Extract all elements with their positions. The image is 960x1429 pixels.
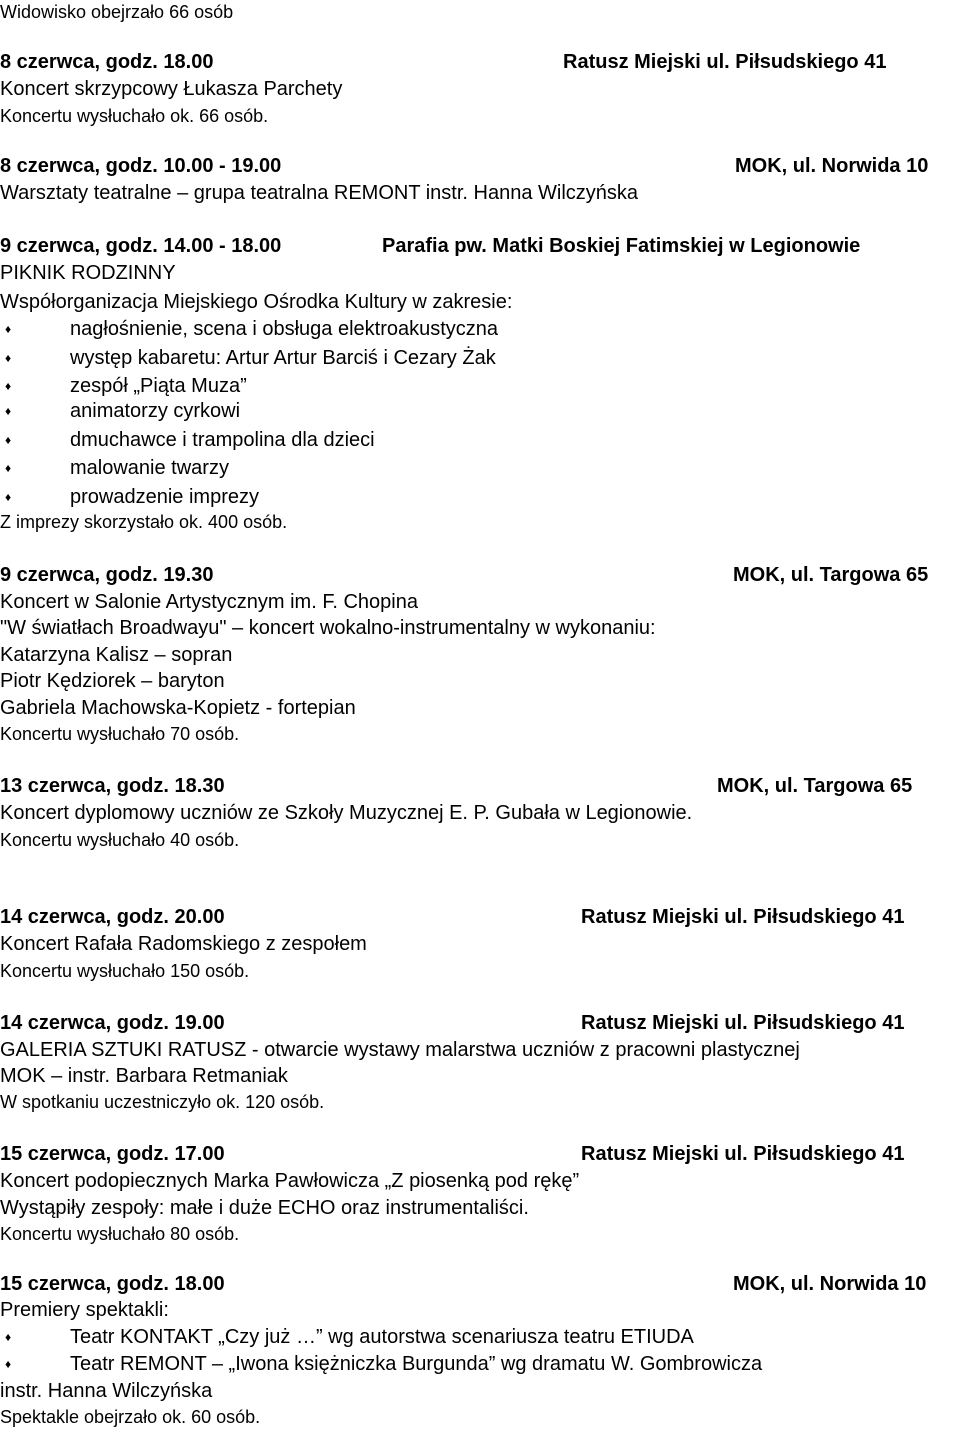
event-venue: Ratusz Miejski ul. Piłsudskiego 41	[563, 51, 887, 73]
event-date: 9 czerwca, godz. 14.00 - 18.00	[0, 235, 282, 257]
event-attendance: W spotkaniu uczestniczyło ok. 120 osób.	[0, 1092, 325, 1112]
event-date: 15 czerwca, godz. 17.00	[0, 1143, 225, 1165]
event-venue: MOK, ul. Norwida 10	[735, 155, 929, 177]
event-date: 14 czerwca, godz. 20.00	[0, 906, 225, 928]
event-line: Katarzyna Kalisz – sopran	[0, 644, 233, 666]
document-page: Widowisko obejrzało 66 osób 8 czerwca, godz. 18.00 Ratusz Miejski ul. Piłsudskiego 41 Koncert skrzypcowy Łukasza Parchety Koncertu wysłuchało ok. 66 osób. 8 czerwca, godz. 10.00 - 19.00 MOK, ul. Norwida 10 Warsztaty teatralne – grupa teatralna REMONT instr. Hanna Wilczyńska 9 czerwca, godz. 14.00 - 18.00 Parafia pw. Matki Boskiej Fatimskiej w Legionowie PIKNIK RODZINNY Współorganizacja Miejskiego Ośrodka Kultury w zakresie: ♦ nagłośnienie, scena i obsługa elektroakustyczna ♦ występ kabaretu: Artur Artur Barciś i Cezary Żak ♦ zespół „Piąta Muza” ♦ animatorzy cyrkowi ♦ dmuchawce i trampolina dla dzieci ♦ malowanie twarzy ♦ prowadzenie imprezy Z imprezy skorzystało ok. 400 osób. 9 czerwca, godz. 19.30 MOK, ul. Targowa 65 Koncert w Salonie Artystycznym im. F. Chopina "W światłach Broadwayu" – koncert wokalno-instrumentalny w wykonaniu: Katarzyna Kalisz – sopran Piotr Kędziorek – baryton Gabriela Machowska-Kopietz - fortepian Koncertu wysłuchało 70 osób. 13 czerwca, godz. 18.30 MOK, ul. Targowa 65 Koncert dyplomowy uczniów ze Szkoły Muzycznej E. P. Gubała w Legionowie. Koncertu wysłuchało 40 osób. 14 czerwca, godz. 20.00 Ratusz Miejski ul. Piłsudskiego 41 Koncert Rafała Radomskiego z zespołem Koncertu wysłuchało 150 osób. 14 czerwca, godz. 19.00 Ratusz Miejski ul. Piłsudskiego 41 GALERIA SZTUKI RATUSZ - otwarcie wystawy malarstwa uczniów z pracowni plastycznej MOK – instr. Barbara Retmaniak W spotkaniu uczestniczyło ok. 120 osób. 15 czerwca, godz. 17.00 Ratusz Miejski ul. Piłsudskiego 41 Koncert podopiecznych Marka Pawłowicza „Z piosenką pod rękę” Wystąpiły zespoły: małe i duże ECHO oraz instrumentaliści. Koncertu wysłuchało 80 osób. 15 czerwca, godz. 18.00 MOK, ul. Norwida 10 Premiery spektakli: ♦ Teatr KONTAKT „Czy już …” wg autorstwa scenariusza teatru ETIUDA ♦ Teatr REMONT – „Iwona księżniczka Burgunda” wg dramatu W. Gombrowicza instr. Hanna Wilczyńska Spektakle obejrzało ok. 60 osób.	[0, 2, 929, 1427]
header-note: Widowisko obejrzało 66 osób	[0, 2, 234, 22]
event-date: 13 czerwca, godz. 18.30	[0, 775, 225, 797]
event-date: 14 czerwca, godz. 19.00	[0, 1012, 225, 1034]
event-venue: Ratusz Miejski ul. Piłsudskiego 41	[581, 1012, 905, 1034]
event-line: GALERIA SZTUKI RATUSZ - otwarcie wystawy malarstwa uczniów z pracowni plastycznej	[0, 1039, 800, 1061]
event-venue: MOK, ul. Targowa 65	[717, 775, 913, 797]
event-attendance: Koncertu wysłuchało 80 osób.	[0, 1224, 240, 1244]
event-attendance: Koncertu wysłuchało 150 osób.	[0, 961, 250, 981]
event-date: 8 czerwca, godz. 10.00 - 19.00	[0, 155, 282, 177]
event-venue: Ratusz Miejski ul. Piłsudskiego 41	[581, 906, 905, 928]
event-title: Koncert dyplomowy uczniów ze Szkoły Muzycznej E. P. Gubała w Legionowie.	[0, 802, 693, 824]
event-venue: MOK, ul. Targowa 65	[733, 564, 929, 586]
event-line: Koncert podopiecznych Marka Pawłowicza „Z piosenką pod rękę”	[0, 1170, 580, 1192]
event-venue: Ratusz Miejski ul. Piłsudskiego 41	[581, 1143, 905, 1165]
event-line: MOK – instr. Barbara Retmaniak	[0, 1065, 288, 1087]
event-attendance: Koncertu wysłuchało 40 osób.	[0, 830, 240, 850]
event-title: Warsztaty teatralne – grupa teatralna REMONT instr. Hanna Wilczyńska	[0, 182, 639, 204]
event-line: Gabriela Machowska-Kopietz - fortepian	[0, 697, 356, 719]
event-line: Piotr Kędziorek – baryton	[0, 670, 225, 692]
event-intro: Współorganizacja Miejskiego Ośrodka Kultury w zakresie:	[0, 291, 513, 313]
event-date: 9 czerwca, godz. 19.30	[0, 564, 214, 586]
event-date: 15 czerwca, godz. 18.00	[0, 1273, 225, 1295]
event-venue: Parafia pw. Matki Boskiej Fatimskiej w Legionowie	[382, 235, 861, 257]
event-attendance: Koncertu wysłuchało 70 osób.	[0, 724, 240, 744]
event-title: PIKNIK RODZINNY	[0, 262, 176, 284]
event-line: Wystąpiły zespoły: małe i duże ECHO oraz instrumentaliści.	[0, 1197, 529, 1219]
event-title: Premiery spektakli:	[0, 1299, 169, 1321]
event-attendance: Koncertu wysłuchało ok. 66 osób.	[0, 106, 269, 126]
event-attendance: Z imprezy skorzystało ok. 400 osób.	[0, 512, 288, 532]
event-line: Koncert w Salonie Artystycznym im. F. Chopina	[0, 591, 418, 613]
event-title: Koncert skrzypcowy Łukasza Parchety	[0, 78, 343, 100]
event-title: Koncert Rafała Radomskiego z zespołem	[0, 933, 367, 955]
event-line: instr. Hanna Wilczyńska	[0, 1380, 213, 1402]
event-attendance: Spektakle obejrzało ok. 60 osób.	[0, 1407, 261, 1427]
event-venue: MOK, ul. Norwida 10	[733, 1273, 927, 1295]
event-date: 8 czerwca, godz. 18.00	[0, 51, 214, 73]
event-line: "W światłach Broadwayu" – koncert wokalno-instrumentalny w wykonaniu:	[0, 617, 656, 639]
